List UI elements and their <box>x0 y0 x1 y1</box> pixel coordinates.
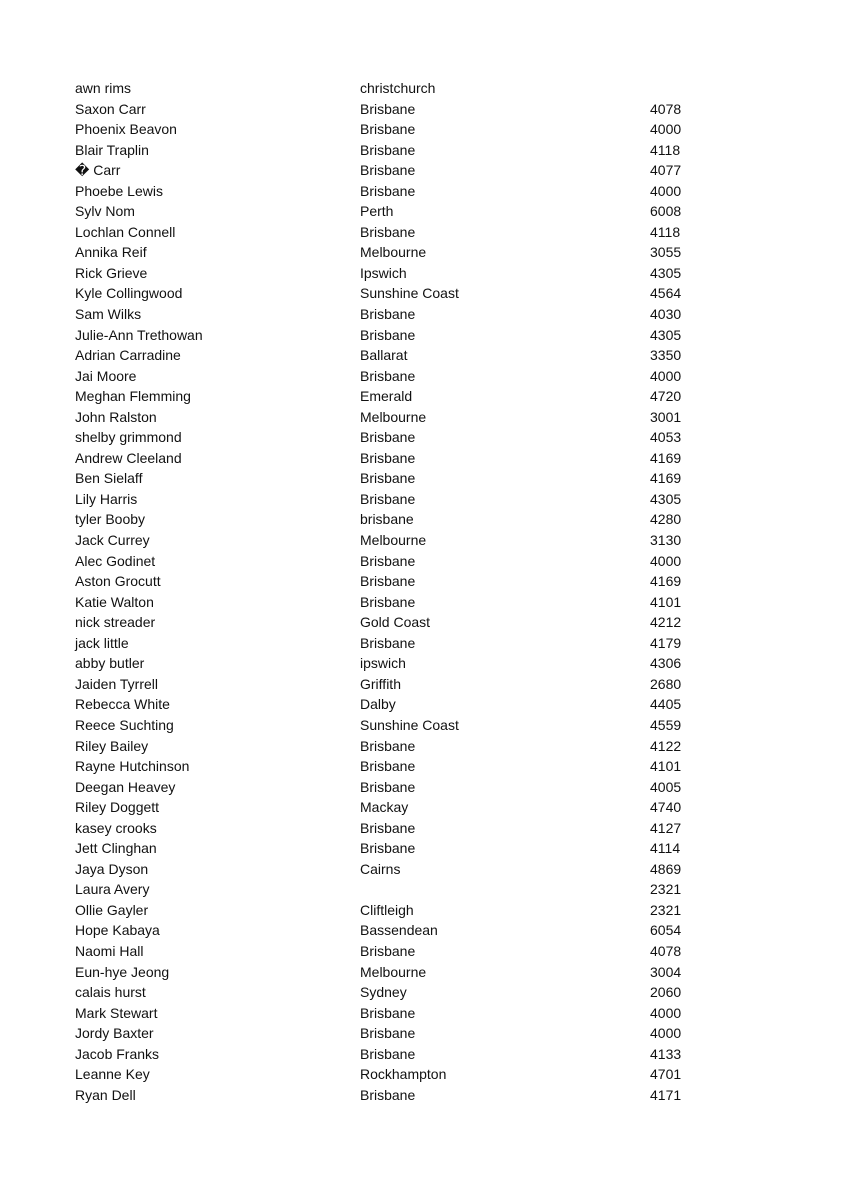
postcode-cell: 3130 <box>650 532 682 549</box>
name-cell: Ollie Gayler <box>75 901 149 918</box>
city-cell: Cairns <box>360 860 401 877</box>
table-row <box>75 900 715 921</box>
table-row <box>75 201 715 222</box>
table-row <box>75 304 715 325</box>
table-row <box>75 879 715 900</box>
postcode-cell: 4000 <box>650 182 682 199</box>
city-cell: Mackay <box>360 799 409 816</box>
table-row <box>75 1044 715 1065</box>
city-cell: brisbane <box>360 511 414 528</box>
city-cell: Brisbane <box>360 490 416 507</box>
city-cell: Griffith <box>360 675 401 692</box>
city-cell: Brisbane <box>360 758 416 775</box>
table-row <box>75 140 715 161</box>
postcode-cell: 4405 <box>650 696 682 713</box>
name-cell: Jack Currey <box>75 532 150 549</box>
table-row <box>75 1064 715 1085</box>
table-row <box>75 263 715 284</box>
name-cell: Jordy Baxter <box>75 1025 154 1042</box>
city-cell: Cliftleigh <box>360 901 414 918</box>
city-cell: Melbourne <box>360 408 427 425</box>
name-cell: Blair Traplin <box>75 141 149 158</box>
postcode-cell: 4171 <box>650 1086 682 1103</box>
name-cell: Lily Harris <box>75 490 138 507</box>
city-cell: Perth <box>360 203 394 220</box>
postcode-cell: 4122 <box>650 737 682 754</box>
postcode-cell: 4169 <box>650 449 682 466</box>
postcode-cell: 4101 <box>650 593 682 610</box>
name-cell: abby butler <box>75 655 145 672</box>
name-cell: Phoenix Beavon <box>75 121 177 138</box>
postcode-cell: 4114 <box>650 840 681 857</box>
name-cell: Deegan Heavey <box>75 778 176 795</box>
name-cell: John Ralston <box>75 408 157 425</box>
postcode-cell: 4127 <box>650 819 682 836</box>
name-cell: jack little <box>75 634 129 651</box>
city-cell: Brisbane <box>360 470 416 487</box>
name-cell: Ben Sielaff <box>75 470 143 487</box>
postcode-cell: 4000 <box>650 552 682 569</box>
table-row <box>75 181 715 202</box>
name-cell: Ryan Dell <box>75 1086 136 1103</box>
city-cell: Brisbane <box>360 1086 416 1103</box>
postcode-cell: 2060 <box>650 984 682 1001</box>
postcode-cell: 4000 <box>650 121 682 138</box>
table-row <box>75 777 715 798</box>
name-cell: nick streader <box>75 614 156 631</box>
postcode-cell: 4133 <box>650 1045 682 1062</box>
city-cell: Ballarat <box>360 347 408 364</box>
name-cell: Leanne Key <box>75 1066 150 1083</box>
city-cell: Brisbane <box>360 737 416 754</box>
name-cell: Andrew Cleeland <box>75 449 182 466</box>
postcode-cell: 4169 <box>650 470 682 487</box>
postcode-cell: 4305 <box>650 326 682 343</box>
postcode-cell: 4280 <box>650 511 682 528</box>
postcode-cell: 3001 <box>650 408 682 425</box>
city-cell: Melbourne <box>360 532 427 549</box>
postcode-cell: 2680 <box>650 675 682 692</box>
city-cell: Brisbane <box>360 367 416 384</box>
table-row <box>75 468 715 489</box>
name-cell: shelby grimmond <box>75 429 182 446</box>
postcode-cell: 4101 <box>650 758 682 775</box>
city-cell: Sunshine Coast <box>360 716 459 733</box>
postcode-cell: 4078 <box>650 942 682 959</box>
table-row <box>75 325 715 346</box>
city-cell: Brisbane <box>360 1004 416 1021</box>
table-row <box>75 509 715 530</box>
table-row <box>75 633 715 654</box>
city-cell: Gold Coast <box>360 614 431 631</box>
postcode-cell: 4005 <box>650 778 682 795</box>
city-cell: Brisbane <box>360 162 416 179</box>
table-row <box>75 386 715 407</box>
table-row <box>75 283 715 304</box>
table-row <box>75 551 715 572</box>
table-row <box>75 612 715 633</box>
postcode-cell: 4179 <box>650 634 682 651</box>
name-cell: Reece Suchting <box>75 716 174 733</box>
table-row <box>75 592 715 613</box>
table-row <box>75 653 715 674</box>
postcode-cell: 4559 <box>650 716 682 733</box>
name-cell: Adrian Carradine <box>75 347 181 364</box>
postcode-cell: 4306 <box>650 655 682 672</box>
city-cell: Brisbane <box>360 840 416 857</box>
city-cell: Brisbane <box>360 552 416 569</box>
table-row <box>75 694 715 715</box>
name-cell: calais hurst <box>75 984 146 1001</box>
postcode-cell: 4212 <box>650 614 682 631</box>
table-row <box>75 242 715 263</box>
postcode-cell: 4000 <box>650 1025 682 1042</box>
name-cell: awn rims <box>75 80 132 96</box>
postcode-cell: 3055 <box>650 244 682 261</box>
city-cell: Sydney <box>360 984 407 1001</box>
postcode-cell: 3004 <box>650 963 682 980</box>
postcode-cell: 4078 <box>650 100 682 117</box>
table-row <box>75 859 715 880</box>
postcode-cell: 6054 <box>650 922 682 939</box>
postcode-cell: 4000 <box>650 367 682 384</box>
table-row <box>75 962 715 983</box>
postcode-cell: 4740 <box>650 799 682 816</box>
table-row <box>75 674 715 695</box>
name-cell: Mark Stewart <box>75 1004 158 1021</box>
name-cell: Naomi Hall <box>75 942 144 959</box>
table-row <box>75 818 715 839</box>
name-cell: kasey crooks <box>75 819 157 836</box>
postcode-cell: 4077 <box>650 162 682 179</box>
postcode-cell: 4869 <box>650 860 682 877</box>
city-cell: Brisbane <box>360 223 416 240</box>
name-cell: Sylv Nom <box>75 203 135 220</box>
city-cell: Brisbane <box>360 326 416 343</box>
city-cell: Brisbane <box>360 449 416 466</box>
city-cell: Brisbane <box>360 942 416 959</box>
table-row <box>75 99 715 120</box>
name-cell: Jai Moore <box>75 367 137 384</box>
name-cell: Aston Grocutt <box>75 573 161 590</box>
name-cell: Laura Avery <box>75 881 150 898</box>
name-cell: Phoebe Lewis <box>75 182 163 199</box>
table-row <box>75 797 715 818</box>
city-cell: Brisbane <box>360 141 416 158</box>
city-cell: Brisbane <box>360 634 416 651</box>
name-cell: Meghan Flemming <box>75 388 191 405</box>
table-row <box>75 427 715 448</box>
table-row <box>75 78 715 99</box>
table-row <box>75 982 715 1003</box>
name-cell: Kyle Collingwood <box>75 285 183 302</box>
name-cell: Jaiden Tyrrell <box>75 675 159 692</box>
table-row <box>75 838 715 859</box>
table-row <box>75 1003 715 1024</box>
name-cell: Saxon Carr <box>75 100 146 117</box>
city-cell: Brisbane <box>360 593 416 610</box>
name-cell: Jaya Dyson <box>75 860 149 877</box>
postcode-cell: 4118 <box>650 141 681 158</box>
contact-table <box>75 78 715 1105</box>
city-cell: Melbourne <box>360 244 427 261</box>
name-cell: tyler Booby <box>75 511 146 528</box>
name-cell: Jacob Franks <box>75 1045 160 1062</box>
name-cell: Riley Bailey <box>75 737 149 754</box>
city-cell: Brisbane <box>360 429 416 446</box>
city-cell: Brisbane <box>360 1045 416 1062</box>
name-cell: Hope Kabaya <box>75 922 160 939</box>
postcode-cell: 4030 <box>650 306 682 323</box>
table-row <box>75 366 715 387</box>
city-cell: Rockhampton <box>360 1066 447 1083</box>
table-row <box>75 160 715 181</box>
city-cell: Melbourne <box>360 963 427 980</box>
postcode-cell: 4305 <box>650 490 682 507</box>
city-cell: Brisbane <box>360 306 416 323</box>
postcode-cell: 2321 <box>650 901 682 918</box>
postcode-cell: 4053 <box>650 429 682 446</box>
city-cell: Ipswich <box>360 264 407 281</box>
table-row <box>75 941 715 962</box>
name-cell: Jett Clinghan <box>75 840 157 857</box>
name-cell: Rebecca White <box>75 696 170 713</box>
city-cell: Bassendean <box>360 922 438 939</box>
city-cell: Brisbane <box>360 182 416 199</box>
name-cell: Lochlan Connell <box>75 223 176 240</box>
postcode-cell: 4118 <box>650 223 681 240</box>
name-cell: Alec Godinet <box>75 552 156 569</box>
table-row <box>75 736 715 757</box>
city-cell: Dalby <box>360 696 396 713</box>
postcode-cell: 4305 <box>650 264 682 281</box>
city-cell: Brisbane <box>360 573 416 590</box>
name-cell: � Carr <box>75 162 121 179</box>
name-cell: Julie-Ann Trethowan <box>75 326 203 343</box>
name-cell: Sam Wilks <box>75 306 142 323</box>
table-row <box>75 1085 715 1106</box>
postcode-cell: 4169 <box>650 573 682 590</box>
city-cell: Sunshine Coast <box>360 285 459 302</box>
name-cell: Eun-hye Jeong <box>75 963 170 980</box>
table-row <box>75 119 715 140</box>
name-cell: Rayne Hutchinson <box>75 758 190 775</box>
city-cell: christchurch <box>360 80 436 96</box>
postcode-cell: 4701 <box>650 1066 682 1083</box>
postcode-cell: 2321 <box>650 881 682 898</box>
table-row <box>75 756 715 777</box>
table-row <box>75 448 715 469</box>
table-row <box>75 715 715 736</box>
postcode-cell: 4564 <box>650 285 682 302</box>
postcode-cell: 3350 <box>650 347 682 364</box>
table-row <box>75 571 715 592</box>
city-cell: Brisbane <box>360 100 416 117</box>
table-row <box>75 407 715 428</box>
table-row <box>75 222 715 243</box>
table-row <box>75 345 715 366</box>
city-cell: Brisbane <box>360 819 416 836</box>
city-cell: ipswich <box>360 655 406 672</box>
name-cell: Riley Doggett <box>75 799 160 816</box>
city-cell: Brisbane <box>360 1025 416 1042</box>
table-row <box>75 489 715 510</box>
city-cell: Brisbane <box>360 778 416 795</box>
table-row <box>75 1023 715 1044</box>
city-cell: Brisbane <box>360 121 416 138</box>
postcode-cell: 6008 <box>650 203 682 220</box>
name-cell: Rick Grieve <box>75 264 148 281</box>
table-row <box>75 530 715 551</box>
postcode-cell: 4720 <box>650 388 682 405</box>
name-cell: Annika Reif <box>75 244 147 261</box>
postcode-cell: 4000 <box>650 1004 682 1021</box>
table-row <box>75 920 715 941</box>
name-cell: Katie Walton <box>75 593 154 610</box>
city-cell: Emerald <box>360 388 413 405</box>
